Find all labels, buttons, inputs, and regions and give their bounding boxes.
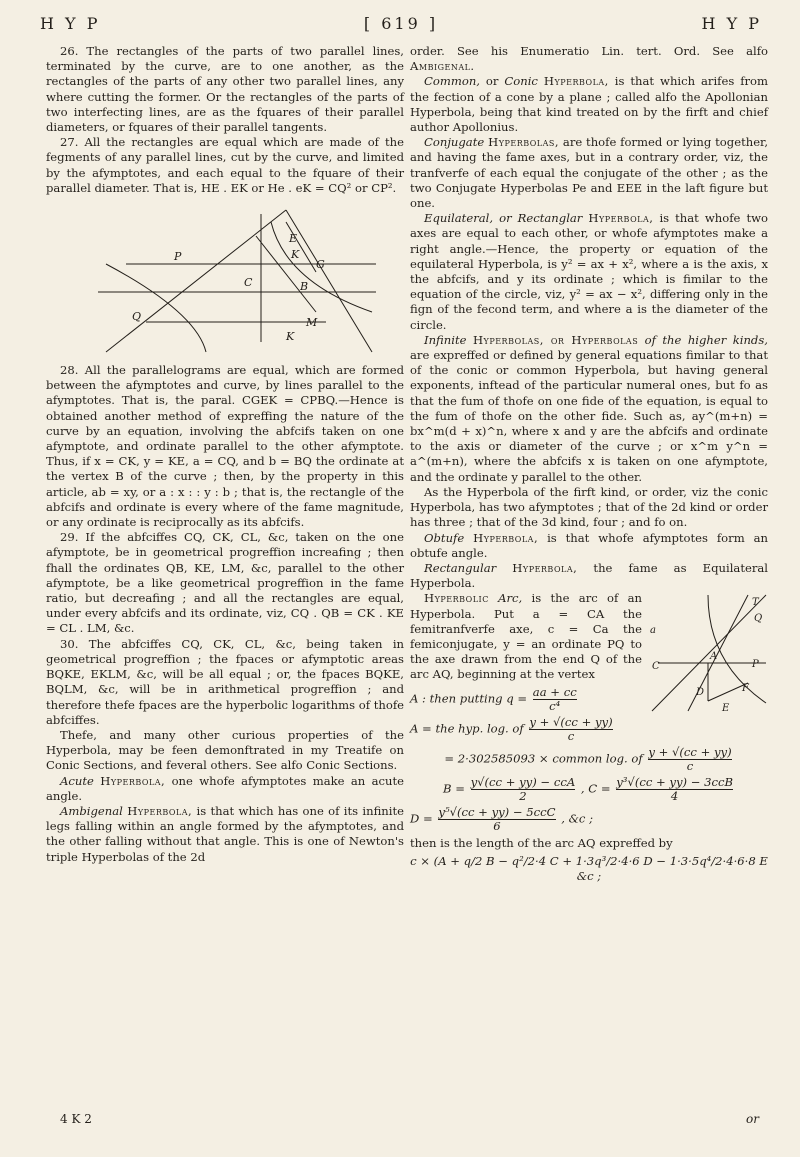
svg-text:E: E xyxy=(722,703,730,715)
right-column xyxy=(410,44,768,887)
svg-text:P: P xyxy=(752,659,759,671)
svg-text:M: M xyxy=(306,316,318,330)
svg-text:K: K xyxy=(291,248,300,262)
svg-text:A: A xyxy=(710,651,718,663)
entry-ambigenal-hyperbola: Ambigenal Hyperbola, is that which has one of its infinite legs falling within an angle formed by the afymptotes, and the other falling without that angle. This is one of Newton's triple Hyperbolas of the 2d xyxy=(46,803,405,864)
svg-text:E: E xyxy=(289,232,298,246)
entry-infinite-hyperbolas: Infinite Hyperbolas, or Hyperbolas of the higher kinds, are expreffed or defined by general equations fimilar to that of the conic or common Hyperbola, but having general exponents, inftead of the particular numeral ones, but fo as that the fum of thofe on one fide of the equation, is equal to the fum of thofe on the other fide. Such as, ay^(m+n) = bx^m(d + x)^n, where x and y are the abfcifs and ordinate to the axis or diameter of the curve ; or x^m y^n = a^(m+n), where the abfcifs x is taken on one afymptote, and the ordinate y parallel to the other. xyxy=(410,332,768,484)
paragraph-28: 28. All the parallelograms are equal, which are formed between the afymptotes and curve, by lines parallel to the afymptotes. That is, the paral. CGEK = CPBQ.—Hence is obtained another method of expreffing the nature of the curve by an equation, involving the abfcifs taken on one afymptote, and ordinate parallel to the other afymptote. Thus, if x = CK, y = KE, a = CQ, and b = BQ the ordinate at the vertex B of the curve ; then, by the property in this article, ab = xy, or a : x : : y : b ; that is, the rectangle of the abfcifs and ordinate is every where of the fame magnitude, or any ordinate is reciprocally as its abfcifs. xyxy=(46,363,404,530)
arc-length-intro: then is the length of the arc AQ expreffed by xyxy=(410,835,673,850)
formula-a-common-log: = 2·302585093 × common log. of $\frac{y + √(cc + yy)}{c}$ xyxy=(444,744,732,773)
running-head-left: H Y P xyxy=(40,13,101,33)
paragraph-27: 27. All the rectangles are equal which are made of the fegments of any parallel lines, cut by the curve, and limited by the afymptotes, and each equal to the fquare of their parallel diameter. That is, HE . EK or He . eK = CQ² or CP². xyxy=(46,135,404,195)
paragraph-30: 30. The abfciffes CQ, CK, CL, &c, being taken in geometrical progreffion ; the fpaces or afymptotic areas BQKE, EKLM, &c, will be all equal ; or, the fpaces BQKE, BQLM, &c, will be in arithmetical progreffion ; and therefore thefe fpaces are the hyperbolic logarithms of thofe abfciffes. xyxy=(46,636,404,727)
entry-acute-hyperbola: Acute Hyperbola, one whofe afymptotes make an acute angle. xyxy=(46,773,405,803)
svg-text:P: P xyxy=(174,250,182,264)
catchword: or xyxy=(746,1112,759,1126)
svg-text:a: a xyxy=(650,625,656,637)
paragraph-26: 26. The rectangles of the parts of two parallel lines, terminated by the curve, are to one another, as the rectangles of the parts of any other two parallel lines, any where cutting the former. Or the rectangles of the parts of two interfecting lines, are as the fquares of their parallel diameters, or fquares of their parallel tangents. xyxy=(46,44,404,135)
asymptote-figure xyxy=(86,202,386,357)
svg-text:C: C xyxy=(244,276,253,290)
entry-rectangular-hyperbola: Rectangular Hyperbola, the fame as Equilateral Hyperbola. xyxy=(410,560,768,591)
running-head-right: H Y P xyxy=(701,13,762,33)
formula-d: D = $\frac{\text{y⁵√(cc + yy) − 5ccC}}{6}$ , &c ; xyxy=(410,804,593,833)
entry-hyperbolic-arc: T Q A P C D F E a Hyperbolic Arc, is the arc of an Hyperbola. Put a = CA the femitranfverfe axe, c = Ca the femiconjugate, y = an ordinate PQ to the axe drawn from the end Q of the arc AQ, beginning at the vertex xyxy=(410,591,768,682)
formula-a: A = the hyp. log. of $\frac{y + √(cc + yy)}{c}$ xyxy=(410,714,613,743)
svg-text:K: K xyxy=(286,330,295,344)
svg-text:Q: Q xyxy=(132,310,142,324)
svg-text:B: B xyxy=(300,280,309,294)
svg-text:F: F xyxy=(742,683,749,695)
svg-text:T: T xyxy=(752,597,759,609)
paragraph-infinite-orders: As the Hyperbola of the firft kind, or order, viz the conic Hyperbola, has two afymptotes ; that of the 2d kind or order has three ; that of the 3d kind, four ; and fo on. xyxy=(410,484,768,530)
svg-text:C: C xyxy=(652,661,660,673)
paragraph-31: Thefe, and many other curious properties of the Hyperbola, may be feen demonftrated in my Treatife on Conic Sections, and feveral others. See alfo Conic Sections. xyxy=(46,727,404,773)
svg-text:G: G xyxy=(316,258,325,272)
entry-obtuse-hyperbola: Obtufe Hyperbola, is that whofe afymptotes form an obtufe angle. xyxy=(410,530,768,560)
page-number: [ 619 ] xyxy=(363,13,439,33)
formula-arc-series: c × (A + q/2 B − q²/2·4 C + 1·3q³/2·4·6 D − 1·3·5q⁴/2·4·6·8 E &c ; xyxy=(410,853,768,883)
svg-text:D: D xyxy=(696,687,705,699)
entry-common-hyperbola: Common, or Conic Hyperbola, is that which arifes from the fection of a cone by a plane ; called alfo the Apollonian Hyperbola, being that kind treated on by the firft and chief author Apollonius. xyxy=(410,74,769,135)
paragraph-29: 29. If the abfciffes CQ, CK, CL, &c, taken on the one afymptote, be in geometrical progreffion increafing ; then fhall the ordinates QB, KE, LM, &c, parallel to the other afymptote, be a like geometrical progreffion in the fame ratio, but decreafing ; and all the rectangles are equal, under every abfcifs and its ordinate, viz, CQ . QB = CK . KE = CL . LM, &c. xyxy=(46,530,404,636)
signature-mark: 4 K 2 xyxy=(60,1112,92,1126)
entry-conjugate-hyperbolas: Conjugate Hyperbolas, are thofe formed or lying together, and having the fame axes, but in a contrary order, viz, the tranfverfe of each equal the conjugate of the other ; as the two Conjugate Hyperbolas Pe and EEE in the laft figure but one. xyxy=(410,135,769,211)
formula-q: A : then putting q = $\frac{aa + cc}{\text{c⁴}}$ xyxy=(410,684,577,713)
entry-equilateral-hyperbola: Equilateral, or Rectanglar Hyperbola, is that whofe two axes are equal to each other, or whofe afymptotes make a right angle.—Hence, the property or equation of the equilateral Hyperbola, is y² = ax + x², where a is the axis, x the abfcifs, and y its ordinate ; which is fimilar to the equation of the circle, viz, y² = ax − x², differing only in the fign of the fecond term, and where a is the diameter of the circle. xyxy=(410,211,769,332)
left-column xyxy=(46,44,404,865)
svg-text:Q: Q xyxy=(754,613,763,625)
continuation-paragraph: order. See his Enumeratio Lin. tert. Ord. See alfo Ambigenal. xyxy=(410,44,768,74)
running-head xyxy=(40,10,762,36)
hyperbolic-arc-figure xyxy=(648,593,768,715)
formula-b-c: B = $\frac{\text{y√(cc + yy) − ccA}}{2}$ , C = $\frac{\text{y³√(cc + yy) − 3ccB}}{4}$ xyxy=(442,774,734,803)
